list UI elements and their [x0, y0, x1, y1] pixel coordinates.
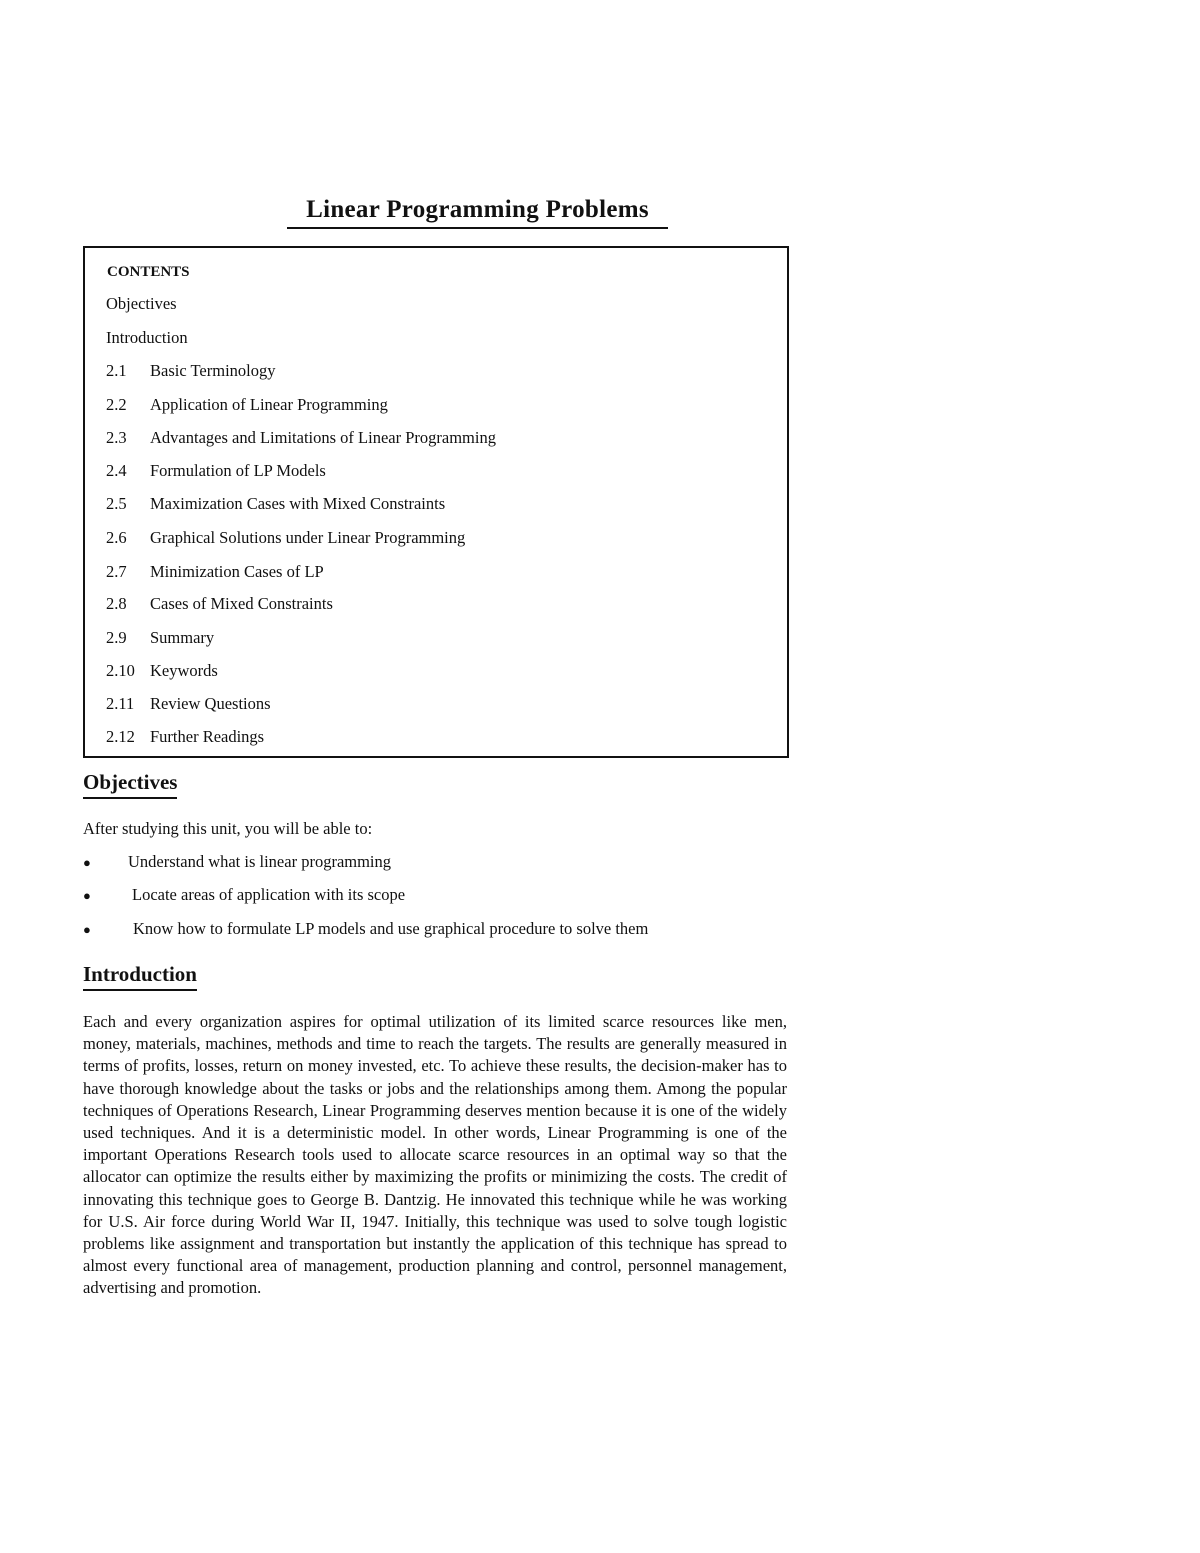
contents-item-objectives: [106, 293, 177, 315]
contents-item-number: 2.2: [106, 395, 127, 414]
contents-heading: CONTENTS: [107, 264, 190, 280]
contents-item-number: 2.3: [106, 428, 127, 447]
contents-item-2-4: [106, 460, 326, 482]
contents-item-label: Introduction: [106, 328, 188, 347]
contents-item-label: Cases of Mixed Constraints: [150, 594, 333, 613]
contents-item-2-5: [106, 493, 445, 515]
contents-item-2-6: [106, 527, 465, 549]
contents-item-2-10: [106, 660, 218, 682]
page-title: Linear Programming Problems: [287, 193, 668, 229]
contents-item-label: Review Questions: [150, 694, 271, 713]
bullet-icon: ●: [83, 888, 91, 903]
objective-item: [83, 918, 648, 941]
contents-item-label: Objectives: [106, 294, 177, 313]
bullet-icon: ●: [83, 855, 91, 870]
contents-item-number: 2.4: [106, 461, 127, 480]
objective-item: [83, 851, 391, 874]
contents-item-2-8: [106, 593, 333, 615]
bullet-icon: ●: [83, 922, 91, 937]
contents-item-number: 2.1: [106, 361, 127, 380]
contents-item-label: Further Readings: [150, 727, 265, 746]
objective-item: [83, 884, 405, 907]
objective-text: Understand what is linear programming: [128, 852, 392, 871]
contents-item-number: 2.8: [106, 594, 127, 613]
contents-item-2-7: [106, 561, 324, 583]
contents-item-label: Application of Linear Programming: [150, 395, 388, 414]
contents-item-label: Maximization Cases with Mixed Constraints: [150, 494, 446, 513]
contents-item-number: 2.5: [106, 494, 127, 513]
contents-item-2-1: [106, 360, 275, 382]
contents-item-number: 2.12: [106, 727, 135, 746]
contents-item-label: Formulation of LP Models: [150, 461, 326, 480]
introduction-heading: Introduction: [83, 960, 197, 991]
contents-box: [83, 246, 789, 758]
contents-item-2-2: [106, 394, 388, 416]
contents-item-2-12: [106, 726, 264, 748]
objective-text: Locate areas of application with its scope: [132, 885, 406, 904]
contents-item-number: 2.6: [106, 528, 127, 547]
contents-item-label: Advantages and Limitations of Linear Programming: [150, 428, 496, 447]
contents-item-introduction: [106, 327, 188, 349]
contents-item-2-11: [106, 693, 271, 715]
contents-item-number: 2.7: [106, 562, 127, 581]
objective-text: Know how to formulate LP models and use graphical procedure to solve them: [133, 919, 649, 938]
contents-item-number: 2.9: [106, 628, 127, 647]
contents-item-label: Keywords: [150, 661, 218, 680]
contents-item-2-9: [106, 627, 214, 649]
introduction-paragraph: Each and every organization aspires for optimal utilization of its limited scarce resources like men, money, materials, machines, methods and time to reach the targets. The results are generally measured in terms of profits, losses, return on money invested, etc. To achieve these results, the decision-maker has to have thorough knowledge about the tasks or jobs and the relationships among them. Among the popular techniques of Operations Research, Linear Programming deserves mention because it is one of the widely used techniques. And it is a deterministic model. In other words, Linear Programming is one of the important Operations Research tools used to allocate scarce resources in an optimal way so that the allocator can optimize the results either by maximizing the profits or minimizing the costs. The credit of innovating this technique goes to George B. Dantzig. He innovated this technique while he was working for U.S. Air force during World War II, 1947. Initially, this technique was used to solve tough logistic problems like assignment and transportation but instantly the application of this technique has spread to almost every functional area of management, production planning and control, personnel management, advertising and promotion.: [83, 1012, 787, 1298]
contents-item-label: Minimization Cases of LP: [150, 562, 324, 581]
objectives-intro: After studying this unit, you will be able to:: [83, 819, 373, 838]
contents-item-2-3: [106, 427, 496, 449]
contents-item-label: Basic Terminology: [150, 361, 276, 380]
objectives-heading: Objectives: [83, 768, 177, 799]
contents-item-number: 2.11: [106, 694, 135, 713]
contents-item-number: 2.10: [106, 661, 135, 680]
contents-item-label: Summary: [150, 628, 215, 647]
contents-item-label: Graphical Solutions under Linear Programming: [150, 528, 466, 547]
